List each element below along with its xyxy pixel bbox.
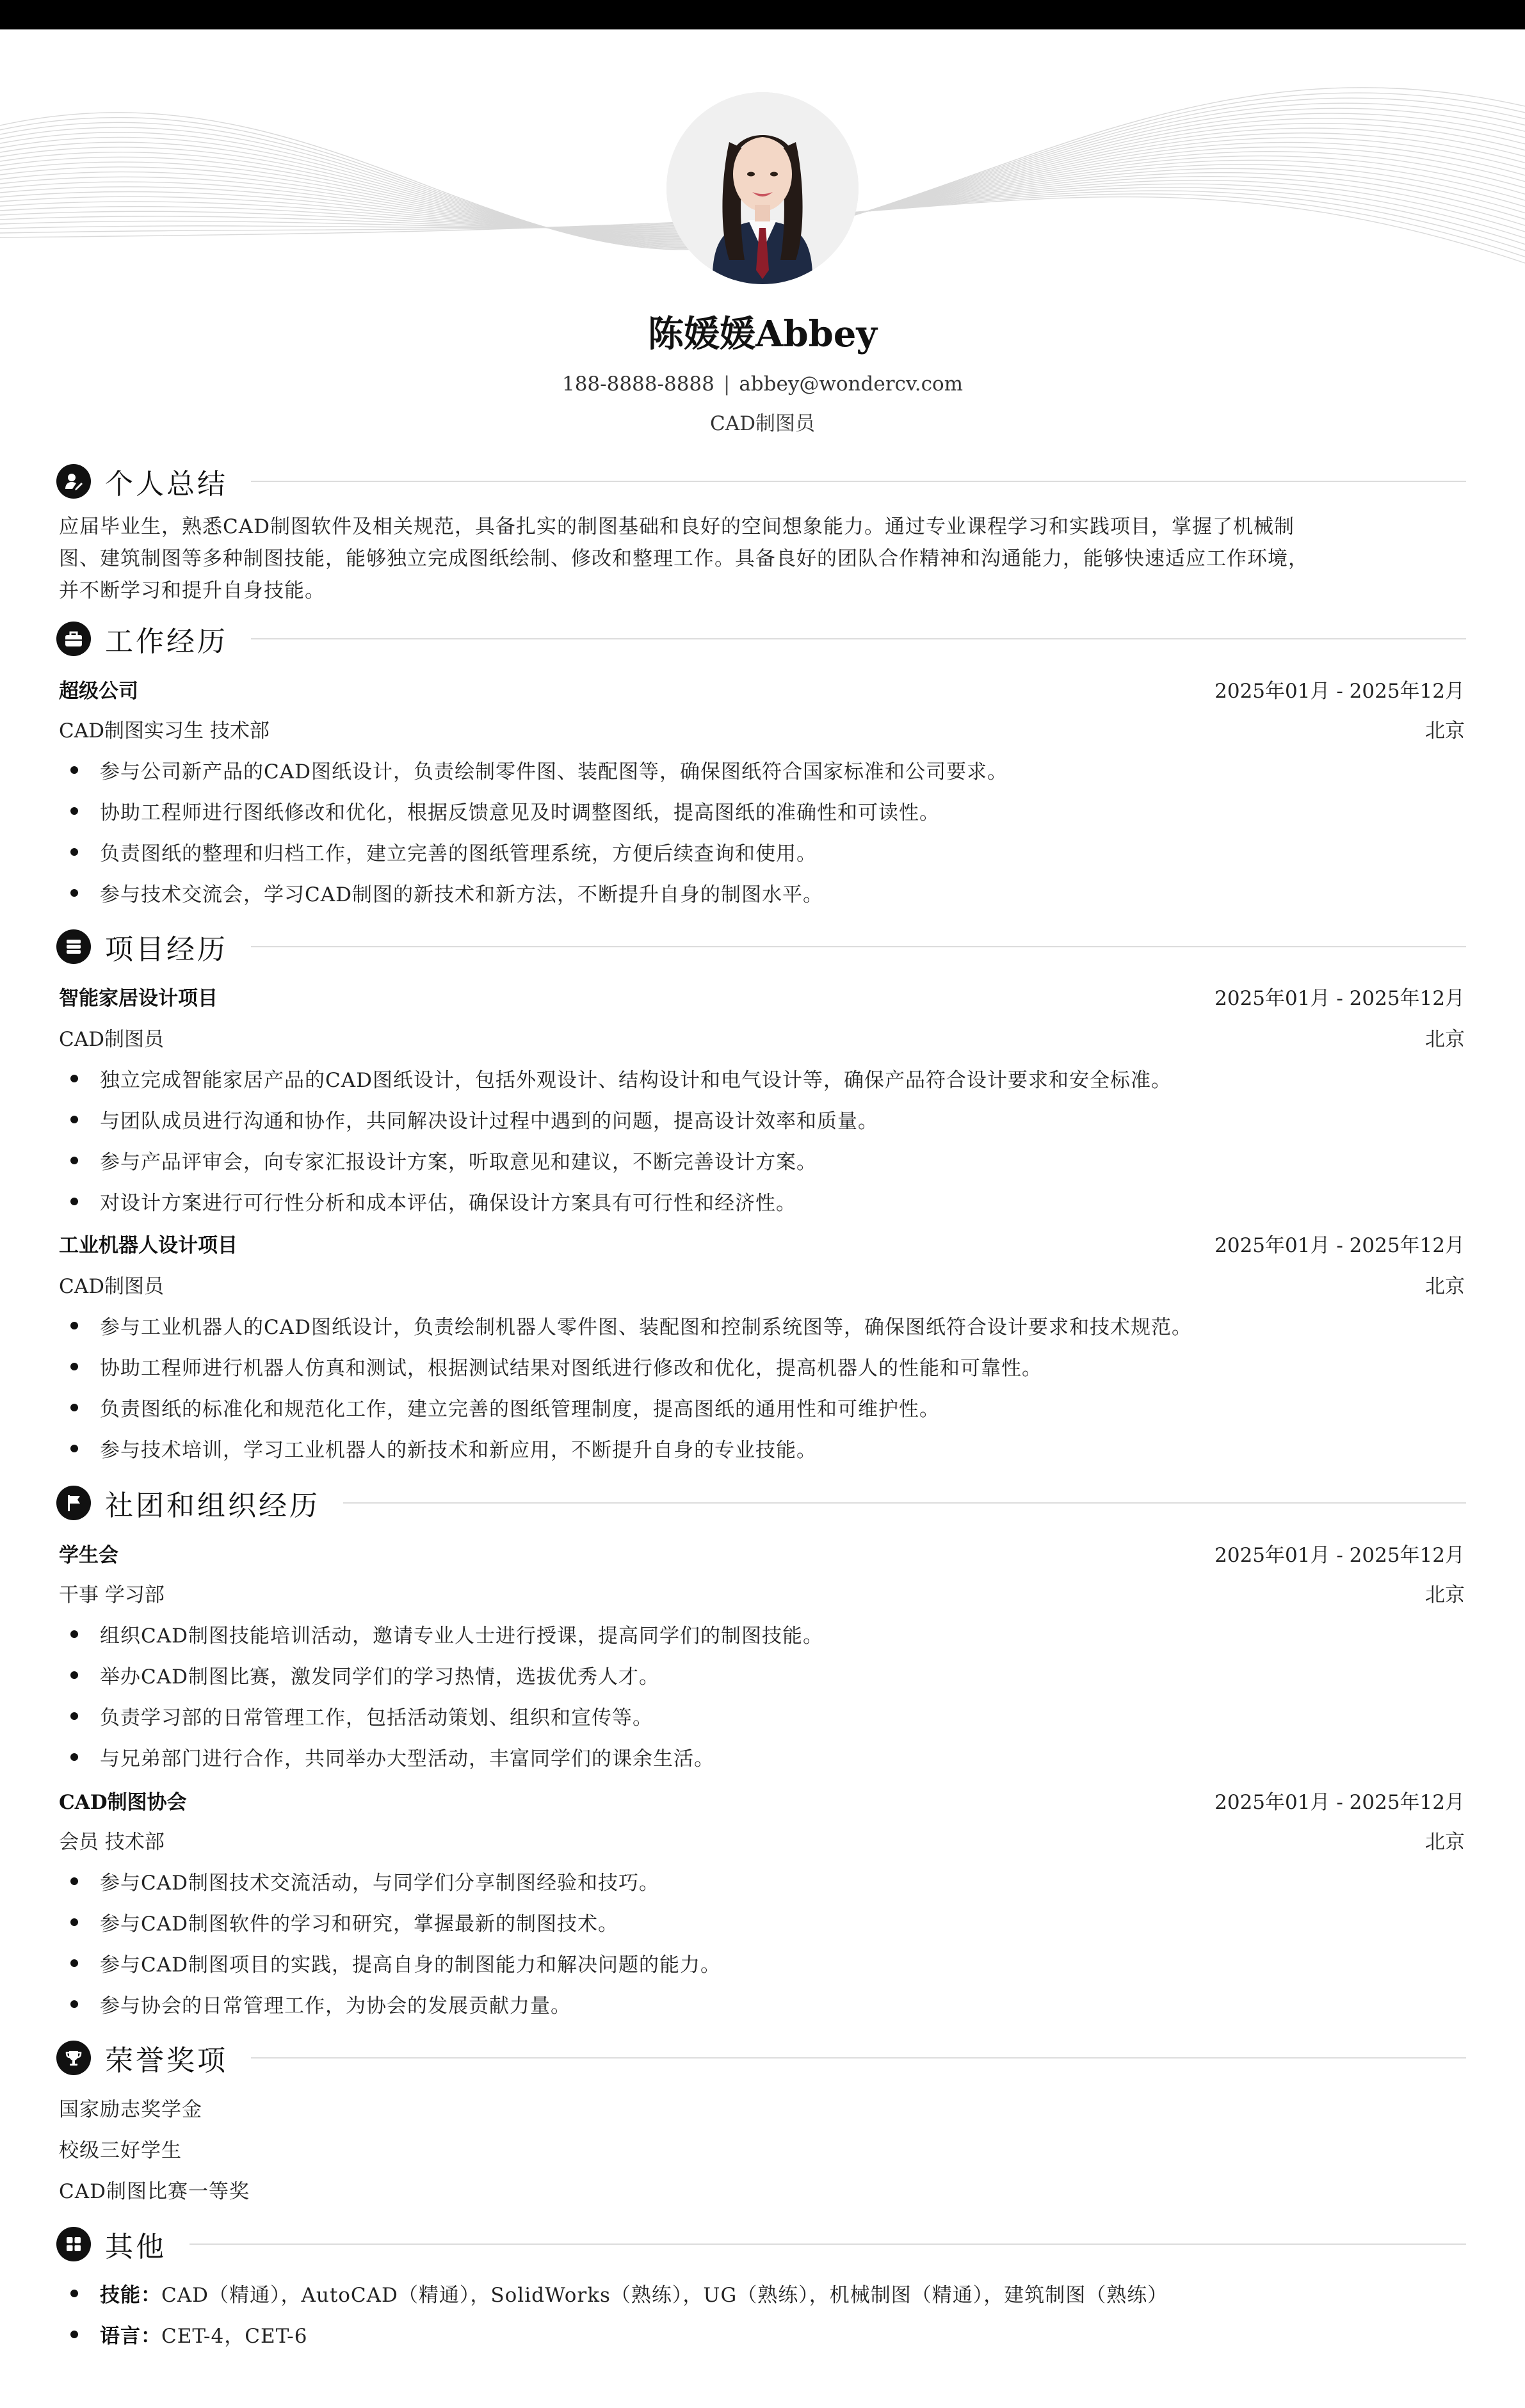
list-item: 与团队成员进行沟通和协作，共同解决设计过程中遇到的问题，提高设计效率和质量。 — [100, 1105, 1464, 1134]
work-date: 2025年01月 - 2025年12月 — [1214, 680, 1465, 703]
club-city: 北京 — [1425, 1831, 1465, 1854]
section-divider — [251, 946, 1466, 947]
stack-icon — [56, 929, 91, 964]
list-item: 参与产品评审会，向专家汇报设计方案，听取意见和建议，不断完善设计方案。 — [100, 1146, 1464, 1175]
list-item: 独立完成智能家居产品的CAD图纸设计，包括外观设计、结构设计和电气设计等，确保产品符合设计要求和安全标准。 — [100, 1064, 1464, 1093]
list-item: 对设计方案进行可行性分析和成本评估，确保设计方案具有可行性和经济性。 — [100, 1187, 1464, 1216]
section-divider — [251, 638, 1466, 639]
summary-text — [59, 511, 1466, 607]
section-project-header — [56, 926, 1466, 967]
project-role: CAD制图员 — [59, 1275, 164, 1298]
email-address: abbey@wondercv.com — [739, 373, 964, 396]
job-title: CAD制图员 — [710, 412, 815, 435]
summary-line: 应届毕业生，熟悉CAD制图软件及相关规范，具备扎实的制图基础和良好的空间想象能力。通过专业课程学习和实践项目，掌握了机械制 — [59, 515, 1295, 538]
skills-item — [100, 2279, 1464, 2308]
skills-value: CAD（精通），AutoCAD（精通），SolidWorks（熟练），UG（熟练），机械制图（精通），建筑制图（熟练） — [161, 2284, 1168, 2307]
section-title-project: 项目经历 — [105, 933, 228, 966]
award-item: 校级三好学生 — [59, 2139, 182, 2162]
list-item: 负责图纸的标准化和规范化工作，建立完善的图纸管理制度，提高图纸的通用性和可维护性。 — [100, 1393, 1464, 1422]
project-entry-role-row — [59, 1023, 1465, 1054]
project-date: 2025年01月 - 2025年12月 — [1214, 1234, 1465, 1257]
list-item: 负责图纸的整理和归档工作，建立完善的图纸管理系统，方便后续查询和使用。 — [100, 837, 1464, 866]
section-divider — [251, 481, 1466, 482]
club-date: 2025年01月 - 2025年12月 — [1214, 1544, 1465, 1567]
contact-line — [0, 373, 1525, 396]
project-name: 智能家居设计项目 — [59, 987, 218, 1010]
person-pen-icon — [56, 464, 91, 499]
section-title-club: 社团和组织经历 — [105, 1489, 320, 1522]
list-item: 参与公司新产品的CAD图纸设计，负责绘制零件图、装配图等，确保图纸符合国家标准和公司要求。 — [100, 755, 1464, 784]
section-title-other: 其他 — [105, 2231, 166, 2263]
club-date: 2025年01月 - 2025年12月 — [1214, 1791, 1465, 1814]
trophy-icon — [56, 2041, 91, 2075]
list-item: 协助工程师进行机器人仿真和测试，根据测试结果对图纸进行修改和优化，提高机器人的性能和可靠性。 — [100, 1352, 1464, 1381]
section-work-header — [56, 618, 1466, 659]
list-item: 参与技术交流会，学习CAD制图的新技术和新方法，不断提升自身的制图水平。 — [100, 878, 1464, 907]
list-item: 参与技术培训，学习工业机器人的新技术和新应用，不断提升自身的专业技能。 — [100, 1434, 1464, 1463]
club-entry-header — [59, 1786, 1465, 1817]
award-item: 国家励志奖学金 — [59, 2098, 202, 2121]
club-city: 北京 — [1425, 1584, 1465, 1607]
language-label: 语言： — [100, 2325, 161, 2348]
briefcase-icon — [56, 622, 91, 656]
work-org: 超级公司 — [59, 680, 138, 703]
club-entry-role-row — [59, 1578, 1465, 1609]
section-honor-header — [56, 2037, 1466, 2078]
section-divider — [190, 2243, 1466, 2245]
summary-line: 图、建筑制图等多种制图技能，能够独立完成图纸绘制、修改和整理工作。具备良好的团队合作精神和沟通能力，能够快速适应工作环境， — [59, 547, 1309, 570]
skills-label: 技能： — [100, 2284, 161, 2307]
award-item: CAD制图比赛一等奖 — [59, 2180, 250, 2203]
section-divider — [343, 1502, 1466, 1504]
list-item: 参与协会的日常管理工作，为协会的发展贡献力量。 — [100, 1989, 1464, 2018]
club-role: 干事 学习部 — [59, 1584, 165, 1607]
project-date: 2025年01月 - 2025年12月 — [1214, 987, 1465, 1010]
section-club-header — [56, 1482, 1466, 1523]
work-role: CAD制图实习生 技术部 — [59, 719, 270, 742]
project-city: 北京 — [1425, 1028, 1465, 1051]
list-item: 协助工程师进行图纸修改和优化，根据反馈意见及时调整图纸，提高图纸的准确性和可读性。 — [100, 796, 1464, 825]
list-item: 参与CAD制图技术交流活动，与同学们分享制图经验和技巧。 — [100, 1866, 1464, 1895]
project-role: CAD制图员 — [59, 1028, 164, 1051]
contact-separator: | — [723, 373, 730, 396]
language-item — [100, 2320, 1464, 2348]
work-entry-header — [59, 675, 1465, 705]
list-item: 举办CAD制图比赛，激发同学们的学习热情，选拔优秀人才。 — [100, 1660, 1464, 1689]
grid-icon — [56, 2227, 91, 2261]
section-title-summary: 个人总结 — [105, 468, 228, 501]
flag-icon — [56, 1486, 91, 1520]
list-item: 参与CAD制图项目的实践，提高自身的制图能力和解决问题的能力。 — [100, 1948, 1464, 1977]
candidate-name: 陈媛媛Abbey — [648, 313, 877, 355]
club-entry-role-row — [59, 1826, 1465, 1856]
section-other-header — [56, 2224, 1466, 2265]
summary-line: 并不断学习和提升自身技能。 — [59, 579, 325, 602]
club-org: 学生会 — [59, 1544, 118, 1567]
project-entry-header — [59, 982, 1465, 1013]
work-entry-role-row — [59, 714, 1465, 745]
list-item: 与兄弟部门进行合作，共同举办大型活动，丰富同学们的课余生活。 — [100, 1742, 1464, 1771]
list-item: 参与CAD制图软件的学习和研究，掌握最新的制图技术。 — [100, 1907, 1464, 1936]
list-item: 组织CAD制图技能培训活动，邀请专业人士进行授课，提高同学们的制图技能。 — [100, 1619, 1464, 1648]
project-city: 北京 — [1425, 1275, 1465, 1298]
phone-number: 188-8888-8888 — [561, 373, 714, 396]
project-entry-header — [59, 1229, 1465, 1260]
list-item: 负责学习部的日常管理工作，包括活动策划、组织和宣传等。 — [100, 1701, 1464, 1730]
club-entry-header — [59, 1539, 1465, 1569]
project-name: 工业机器人设计项目 — [59, 1234, 238, 1257]
section-title-work: 工作经历 — [105, 625, 228, 658]
list-item: 参与工业机器人的CAD图纸设计，负责绘制机器人零件图、装配图和控制系统图等，确保图纸符合设计要求和技术规范。 — [100, 1311, 1464, 1340]
avatar — [666, 92, 859, 284]
work-city: 北京 — [1425, 719, 1465, 742]
project-entry-role-row — [59, 1270, 1465, 1301]
club-role: 会员 技术部 — [59, 1831, 165, 1854]
section-title-honor: 荣誉奖项 — [105, 2044, 228, 2077]
section-summary-header — [56, 461, 1466, 502]
top-bar — [0, 0, 1525, 29]
language-value: CET-4，CET-6 — [161, 2325, 308, 2348]
section-divider — [251, 2057, 1466, 2059]
club-org: CAD制图协会 — [59, 1791, 187, 1814]
